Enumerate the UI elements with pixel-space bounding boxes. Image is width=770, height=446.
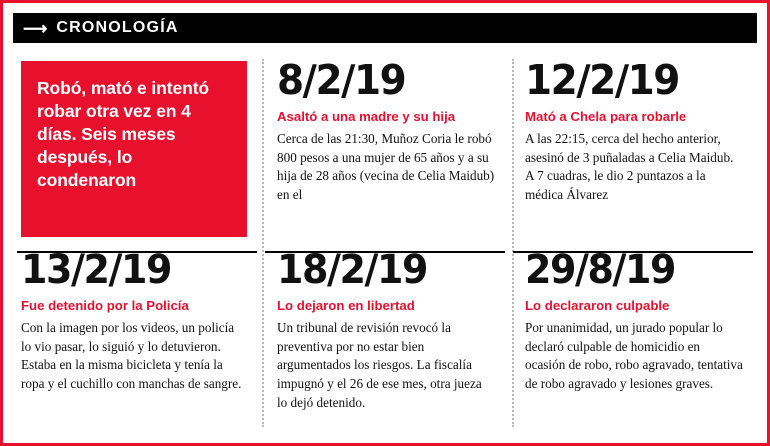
header-bar bbox=[13, 13, 757, 43]
headline-cell bbox=[13, 53, 261, 243]
entry-date: 8/2/19 bbox=[277, 56, 406, 104]
timeline-entry-4 bbox=[261, 243, 509, 433]
entry-body: Cerca de las 21:30, Muñoz Coria le robó 800 pesos a una mujer de 65 años y a su hija de 28 años (vecina de Celia Maidub) en el bbox=[277, 130, 495, 202]
timeline-entry-2 bbox=[509, 53, 757, 243]
entry-date: 29/8/19 bbox=[525, 247, 675, 293]
headline-text: Robó, mató e intentó robar otra vez en 4 días. Seis meses después, lo condenaron bbox=[21, 61, 247, 237]
timeline-entry-3 bbox=[13, 243, 261, 433]
entry-date: 18/2/19 bbox=[277, 247, 427, 293]
timeline-entry-1 bbox=[261, 53, 509, 243]
entry-subtitle: Fue detenido por la Policía bbox=[21, 298, 189, 313]
timeline-entry-5 bbox=[509, 243, 757, 433]
entry-body: Con la imagen por los videos, un policía lo vio pasar, lo siguió y lo detuvieron. Estaba en la misma bicicleta y tenía la ropa y el cuchillo con manchas de sangre. bbox=[21, 319, 242, 392]
entry-body: Un tribunal de revisión revocó la preventiva por no estar bien argumentados los riesgos. La fiscalía impugnó y el 26 de ese mes, otra jueza lo dejó detenido. bbox=[277, 319, 482, 410]
entry-body: A las 22:15, cerca del hecho anterior, asesinó de 3 puñaladas a Celia Maidub. A 7 cuadras, le dio 2 puntazos a la médica Álvarez bbox=[525, 130, 734, 202]
entry-subtitle: Mató a Chela para robarle bbox=[525, 108, 687, 124]
entry-date: 13/2/19 bbox=[21, 247, 171, 293]
infographic-inner bbox=[13, 13, 757, 433]
entry-date: 12/2/19 bbox=[525, 56, 679, 104]
timeline-grid bbox=[13, 53, 757, 433]
page-title: CRONOLOGÍA bbox=[56, 19, 179, 36]
entry-subtitle: Lo dejaron en libertad bbox=[277, 298, 415, 313]
entry-subtitle: Lo declararon culpable bbox=[525, 298, 670, 313]
arrow-right-icon: ⟶ bbox=[23, 18, 48, 38]
entry-body: Por unanimidad, un jurado popular lo declaró culpable de homicidio en ocasión de robo, robo agravado, tentativa de robo agravado y lesiones graves. bbox=[525, 319, 743, 392]
entry-subtitle: Asaltó a una madre y su hija bbox=[277, 108, 456, 124]
